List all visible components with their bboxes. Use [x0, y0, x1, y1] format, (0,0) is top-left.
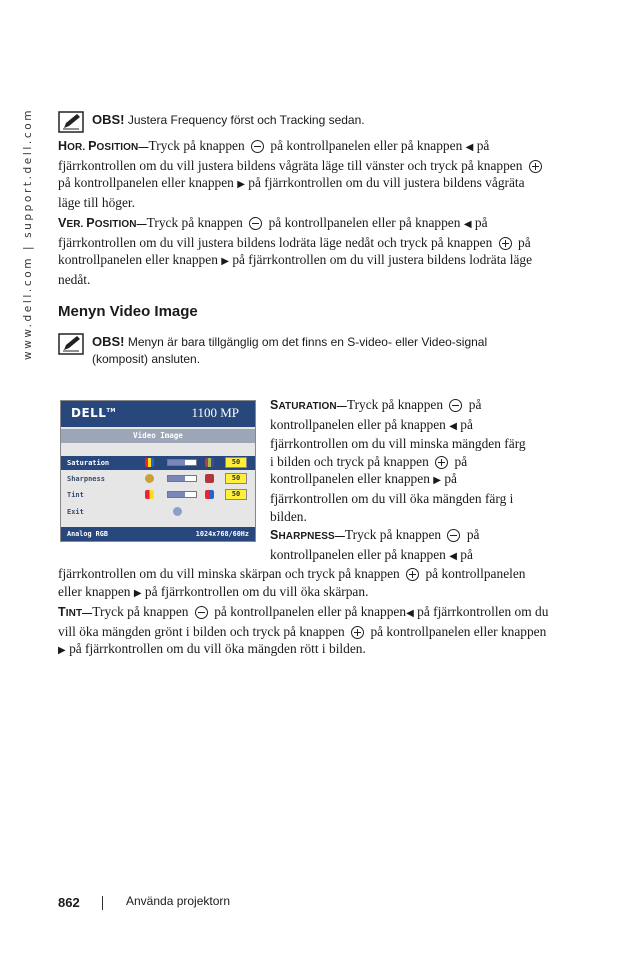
saturation-low-icon [145, 458, 154, 467]
plus-button-icon [406, 568, 419, 581]
note-obs-video [58, 333, 538, 368]
tint-text-1: Tryck på knappen [92, 604, 189, 619]
tint-text-2: på kontrollpanelen eller på knappen [214, 604, 407, 619]
sharp-text-1: Tryck på knappen [344, 527, 442, 542]
sat-text-3: på fjärrkontrollen om du vill minska mängden färg i bilden och tryck på knappen [270, 416, 526, 469]
minus-button-icon [447, 529, 460, 542]
hor-text-1: Tryck på knappen [148, 138, 245, 153]
page-footer [58, 894, 231, 912]
sharp-text-2: på kontrollpanelen eller på knappen [270, 527, 480, 562]
float-spacer [58, 526, 270, 561]
right-arrow-icon: ▶ [221, 256, 229, 268]
left-arrow-icon: ◀ [449, 550, 457, 562]
pencil-note-icon [58, 111, 84, 133]
ver-text-4: på kontrollpanelen eller knappen [58, 234, 531, 268]
tint-high-icon [205, 490, 214, 499]
osd-resolution: 1024x768/60Hz [195, 530, 249, 538]
tint-bar [167, 491, 197, 498]
note-body: Justera Frequency först och Tracking sedan. [124, 113, 365, 127]
tint-text-4: på kontrollpanelen eller knappen [370, 623, 547, 639]
plus-button-icon [351, 626, 364, 639]
tint-term: TINT— [58, 605, 93, 619]
ver-position-paragraph [58, 214, 550, 288]
footer-separator [102, 896, 103, 910]
hor-text-3: på fjärrkontrollen om du vill justera bildens vågräta läge till vänster och tryck på knappen [58, 138, 523, 173]
dell-logo: DELL™ [71, 406, 116, 420]
osd-row-tint: Tint 50 [61, 488, 255, 502]
sat-text-5: på fjärrkontrollen om du vill öka mängden färg i bilden. [270, 471, 514, 524]
minus-button-icon [251, 140, 264, 153]
osd-title: Video Image [61, 429, 255, 443]
minus-button-icon [249, 217, 262, 230]
tint-text-3: på fjärrkontrollen om du vill öka mängden grönt i bilden och tryck på knappen [58, 604, 549, 639]
osd-video-image-menu [60, 400, 256, 542]
sharpness-high-icon [205, 474, 214, 483]
osd-row-sharpness: Sharpness 50 [61, 472, 255, 486]
osd-source: Analog RGB [67, 530, 108, 538]
hor-text-4: på kontrollpanelen eller knappen [58, 175, 234, 191]
sat-text-2: på kontrollpanelen eller på knappen [270, 397, 482, 432]
ver-text-1: Tryck på knappen [146, 215, 243, 230]
plus-button-icon [499, 237, 512, 250]
sharpness-low-icon [145, 474, 154, 483]
ver-text-5: på fjärrkontrollen om du vill justera bildens lodräta läge nedåt. [58, 252, 533, 287]
saturation-paragraph [270, 396, 532, 525]
note-obs-frequency [58, 111, 365, 133]
sharp-text-5: på fjärrkontrollen om du vill öka skärpan. [144, 583, 369, 599]
osd-header [61, 401, 255, 427]
sidebar-url: www.dell.com | support.dell.com [22, 107, 34, 360]
note-text [92, 111, 365, 133]
left-arrow-icon: ◀ [449, 420, 457, 432]
tint-paragraph [58, 603, 550, 660]
tint-text-5: på fjärrkontrollen om du vill öka mängden rött i bilden. [69, 641, 366, 657]
ver-position-term: VER. POSITION— [58, 216, 147, 230]
plus-button-icon [529, 160, 542, 173]
section-title: Menyn Video Image [58, 303, 198, 320]
exit-icon [173, 507, 182, 516]
right-arrow-icon: ▶ [237, 179, 245, 191]
sharpness-bar [167, 475, 197, 482]
right-arrow-icon: ▶ [433, 475, 441, 487]
left-arrow-icon: ◀ [465, 142, 474, 153]
ver-text-3: på fjärrkontrollen om du vill justera bildens lodräta läge nedåt och tryck på knappen [58, 215, 493, 250]
pencil-note-icon [58, 333, 84, 355]
plus-button-icon [435, 456, 448, 469]
obs-label: OBS! [92, 112, 125, 127]
right-arrow-icon: ▶ [133, 587, 142, 599]
sat-text-1: Tryck på knappen [346, 397, 444, 412]
left-arrow-icon: ◀ [463, 219, 472, 230]
sharpness-value: 50 [225, 473, 247, 484]
osd-model: 1100 MP [191, 405, 239, 420]
osd-row-saturation: Saturation 50 [61, 456, 255, 470]
sharp-text-3: på fjärrkontrollen om du vill minska skärpan och tryck på knappen [58, 546, 473, 582]
hor-text-5: på fjärrkontrollen om du vill justera bildens vågräta läge till höger. [58, 175, 525, 210]
saturation-value: 50 [225, 457, 247, 468]
minus-button-icon [449, 399, 462, 412]
saturation-high-icon [205, 458, 214, 467]
minus-button-icon [195, 606, 208, 619]
left-arrow-icon: ◀ [406, 608, 414, 619]
ver-text-2: på kontrollpanelen eller på knappen [268, 215, 461, 230]
obs-label: OBS! [92, 334, 125, 349]
osd-row-exit: Exit [61, 505, 255, 519]
saturation-term: SATURATION— [270, 398, 347, 412]
sharpness-paragraph [58, 526, 550, 602]
chapter-title: Använda projektorn [126, 894, 231, 908]
sharp-text-4: på kontrollpanelen eller knappen [58, 566, 526, 599]
hor-position-paragraph [58, 137, 550, 211]
sharpness-term: SHARPNESS— [270, 528, 345, 542]
note-text [92, 333, 538, 368]
page-number: 862 [58, 895, 80, 910]
right-arrow-icon: ▶ [58, 645, 66, 657]
hor-text-2: på kontrollpanelen eller på knappen [270, 138, 463, 153]
sat-text-4: på kontrollpanelen eller knappen [270, 453, 468, 487]
tint-value: 50 [225, 489, 247, 500]
note-body: Menyn är bara tillgänglig om det finns en S-video- eller Video-signal (komposit) ansluten. [92, 335, 488, 366]
tint-low-icon [145, 490, 154, 499]
saturation-bar [167, 459, 197, 466]
hor-position-term: HOR. POSITION— [58, 139, 149, 153]
